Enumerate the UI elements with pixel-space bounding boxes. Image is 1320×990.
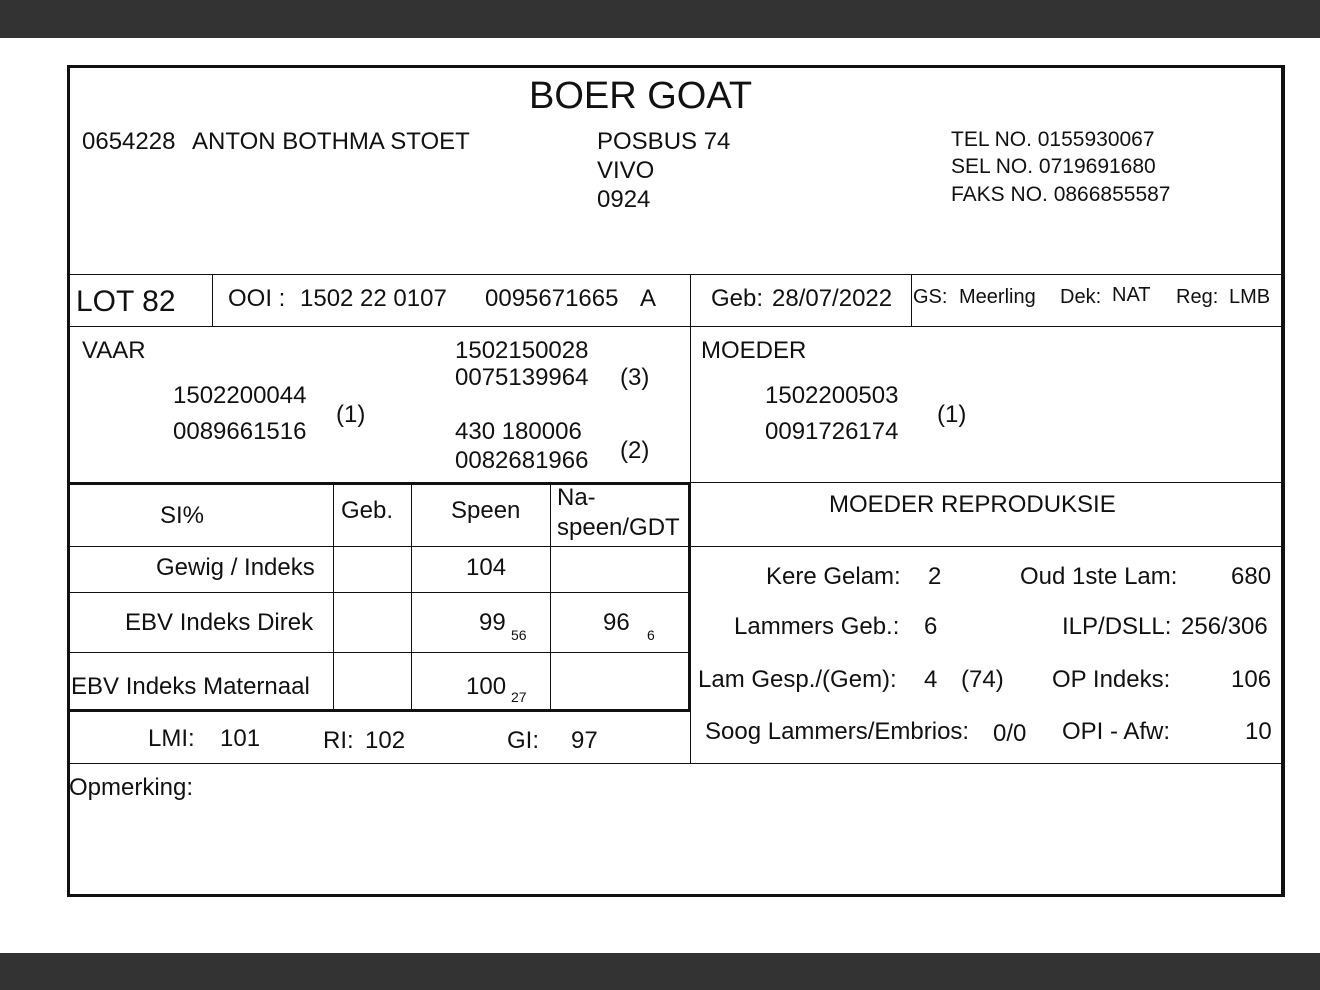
kere-label: Kere Gelam: (766, 563, 901, 590)
tel-number: TEL NO. 0155930067 (951, 128, 1155, 151)
ooi-grade: A (640, 285, 657, 312)
ilp-value: 256/306 (1181, 613, 1268, 640)
divider-header (68, 274, 1282, 275)
lmi-value: 101 (220, 725, 261, 752)
reg-value: LMB (1229, 286, 1271, 308)
oud-label: Oud 1ste Lam: (1020, 563, 1178, 590)
row-direk-naspeen: 96 (603, 609, 630, 636)
breeder-number: 0654228 (82, 128, 176, 155)
divider-lot-v3 (911, 275, 912, 326)
lamgesp-value: 4 (924, 666, 938, 693)
bottom-bar (0, 953, 1320, 990)
row-direk-label: EBV Indeks Direk (125, 609, 314, 636)
lamgesp-label: Lam Gesp./(Gem): (698, 666, 897, 693)
gs-label: GS: (913, 286, 948, 308)
row-direk-speen: 99 (479, 609, 506, 636)
sel-number: SEL NO. 0719691680 (951, 155, 1156, 178)
row-maternaal-speen: 100 (466, 673, 507, 700)
address-line-3: 0924 (597, 186, 651, 213)
row-direk-naspeen-acc: 6 (647, 627, 655, 643)
ooi-id: 1502 22 0107 (300, 285, 447, 312)
faks-number: FAKS NO. 0866855587 (951, 183, 1171, 206)
address-line-1: POSBUS 74 (597, 128, 731, 155)
moeder-reg: 0091726174 (765, 418, 899, 445)
vaar-dam-id: 430 180006 (455, 418, 582, 445)
row-direk-speen-acc: 56 (511, 627, 527, 643)
gi-label: GI: (507, 727, 540, 754)
page-title: BOER GOAT (529, 75, 753, 117)
row-gewig-speen: 104 (466, 554, 507, 581)
gs-value: Meerling (959, 286, 1036, 308)
vaar-reg: 0089661516 (173, 418, 307, 445)
moeder-label: MOEDER (701, 337, 807, 364)
reg-label: Reg: (1176, 286, 1219, 308)
moeder-id: 1502200503 (765, 382, 899, 409)
divider-lot-v1 (212, 275, 213, 326)
vaar-label: VAAR (82, 337, 146, 364)
row-maternaal-label: EBV Indeks Maternaal (71, 673, 310, 700)
divider-opmerking (68, 763, 1282, 764)
soog-value: 0/0 (993, 720, 1027, 747)
ri-value: 102 (365, 727, 406, 754)
geb-value: 28/07/2022 (772, 285, 893, 312)
address-line-2: VIVO (597, 157, 655, 184)
ooi-label: OOI : (228, 285, 286, 312)
lamgesp-avg: (74) (961, 666, 1004, 693)
opmerking-label: Opmerking: (69, 774, 194, 801)
opi-value: 10 (1245, 718, 1272, 745)
ilp-label: ILP/DSLL: (1062, 613, 1172, 640)
ooi-reg: 0095671665 (485, 285, 619, 312)
geb-label: Geb: (711, 285, 764, 312)
opi-label: OPI - Afw: (1062, 718, 1171, 745)
lot-number: LOT 82 (76, 285, 176, 318)
dek-label: Dek: (1060, 286, 1102, 308)
vaar-sire-reg: 0075139964 (455, 364, 589, 391)
vaar-dam-grade: (2) (620, 437, 650, 464)
divider-lot (68, 326, 1282, 327)
speen-header: Speen (451, 497, 521, 524)
op-value: 106 (1231, 666, 1272, 693)
row-maternaal-speen-acc: 27 (511, 689, 527, 705)
vaar-sire-grade: (3) (620, 364, 650, 391)
breeder-name: ANTON BOTHMA STOET (192, 128, 470, 155)
vaar-grade: (1) (336, 401, 366, 428)
naspeen-header-line2: speen/GDT (557, 514, 680, 541)
vaar-sire-id: 1502150028 (455, 337, 589, 364)
oud-value: 680 (1231, 563, 1272, 590)
moeder-grade: (1) (937, 401, 967, 428)
kere-value: 2 (928, 563, 942, 590)
op-label: OP Indeks: (1052, 666, 1171, 693)
lammers-value: 6 (924, 613, 938, 640)
reproduksie-title: MOEDER REPRODUKSIE (829, 491, 1116, 518)
geb-header: Geb. (341, 497, 394, 524)
ri-label: RI: (323, 727, 354, 754)
dek-value: NAT (1112, 284, 1151, 306)
gi-value: 97 (571, 727, 598, 754)
vaar-id: 1502200044 (173, 382, 307, 409)
soog-label: Soog Lammers/Embrios: (705, 718, 970, 745)
vaar-dam-reg: 0082681966 (455, 447, 589, 474)
lammers-label: Lammers Geb.: (734, 613, 900, 640)
row-gewig-label: Gewig / Indeks (156, 554, 315, 581)
si-header: SI% (160, 502, 205, 529)
naspeen-header-line1: Na- (557, 484, 596, 511)
lmi-label: LMI: (148, 725, 195, 752)
top-bar (0, 0, 1320, 38)
